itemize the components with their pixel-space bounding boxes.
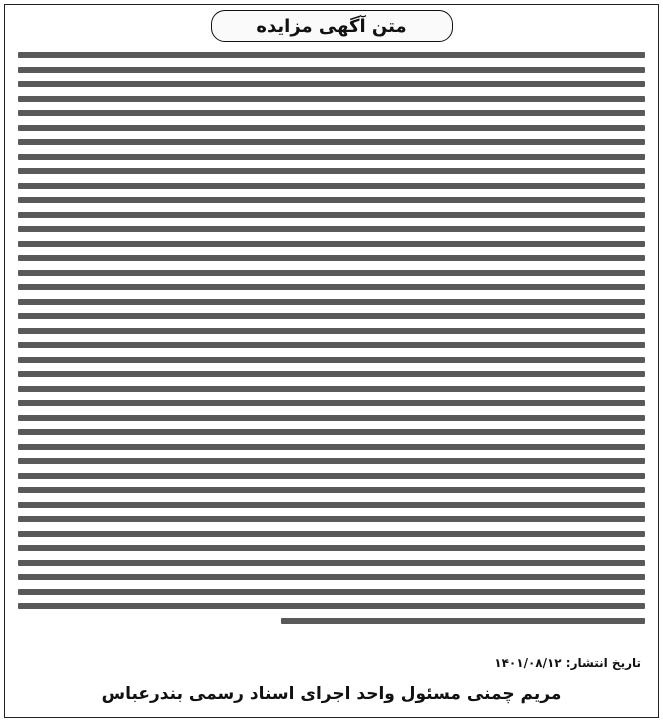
body-text-line bbox=[18, 125, 645, 131]
notice-title: متن آگهی مزایده bbox=[256, 15, 407, 37]
body-text-line bbox=[18, 313, 645, 319]
body-text-line bbox=[18, 386, 645, 392]
body-text-line bbox=[18, 299, 645, 305]
body-text-line bbox=[18, 516, 645, 522]
body-text-line bbox=[18, 560, 645, 566]
body-text-line bbox=[18, 255, 645, 261]
body-text-line bbox=[18, 574, 645, 580]
body-text-line bbox=[18, 589, 645, 595]
body-text-line bbox=[18, 545, 645, 551]
publish-date: تاریخ انتشار: ۱۴۰۱/۰۸/۱۲ bbox=[494, 656, 641, 670]
body-text-line bbox=[18, 429, 645, 435]
notice-body bbox=[18, 52, 645, 642]
body-text-line bbox=[18, 270, 645, 276]
body-text-line bbox=[18, 226, 645, 232]
body-text-line bbox=[18, 168, 645, 174]
title-banner bbox=[211, 10, 453, 42]
body-text-line bbox=[18, 342, 645, 348]
body-text-line bbox=[18, 212, 645, 218]
body-text-line bbox=[18, 183, 645, 189]
body-text-line bbox=[18, 154, 645, 160]
body-text-line bbox=[281, 618, 645, 624]
body-text-line bbox=[18, 473, 645, 479]
body-text-line bbox=[18, 415, 645, 421]
body-text-line bbox=[18, 357, 645, 363]
body-text-line bbox=[18, 241, 645, 247]
body-text-line bbox=[18, 487, 645, 493]
body-text-line bbox=[18, 400, 645, 406]
body-text-line bbox=[18, 328, 645, 334]
body-text-line bbox=[18, 458, 645, 464]
body-text-line bbox=[18, 371, 645, 377]
body-text-line bbox=[18, 96, 645, 102]
body-text-line bbox=[18, 67, 645, 73]
body-text-line bbox=[18, 531, 645, 537]
body-text-line bbox=[18, 110, 645, 116]
body-text-line bbox=[18, 52, 645, 58]
body-text-line bbox=[18, 139, 645, 145]
body-text-line bbox=[18, 197, 645, 203]
signature-line: مریم چمنی مسئول واحد اجرای اسناد رسمی بندرعباس bbox=[101, 684, 562, 704]
body-text-line bbox=[18, 502, 645, 508]
body-text-line bbox=[18, 81, 645, 87]
body-text-line bbox=[18, 603, 645, 609]
body-text-line bbox=[18, 284, 645, 290]
body-text-line bbox=[18, 444, 645, 450]
